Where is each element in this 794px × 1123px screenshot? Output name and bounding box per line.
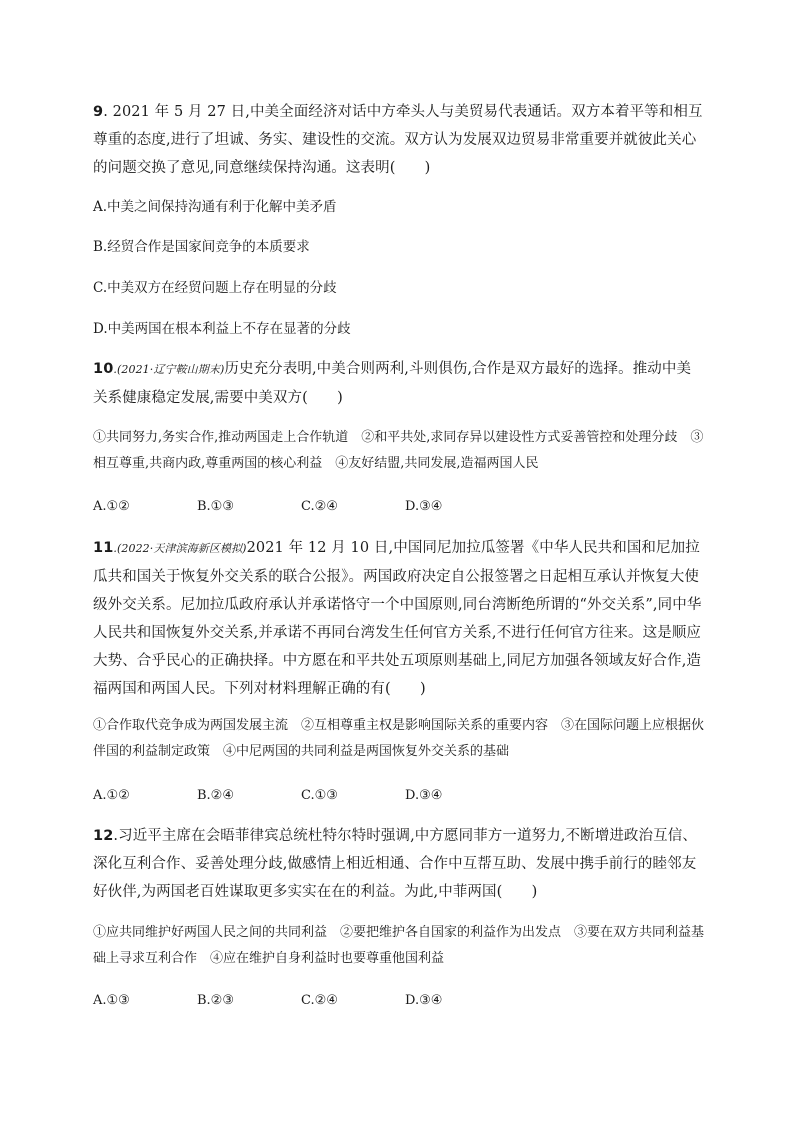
choice-a: A.①② <box>93 499 130 514</box>
choice-a: A.①③ <box>93 993 130 1008</box>
question-number: 11 <box>93 540 114 556</box>
option-b: B.经贸合作是国家间竞争的本质要求 <box>93 239 310 255</box>
question-stem <box>93 534 705 703</box>
question-number: 10 <box>93 361 114 377</box>
question-9 <box>93 98 705 182</box>
question-stem <box>93 822 705 906</box>
statements: ①合作取代竞争成为两国发展主流 ②互相尊重主权是影响国际关系的重要内容 ③在国际问题上应根据伙伴国的利益制定政策 ④中尼两国的共同利益是两国恢复外交关系的基础 <box>93 718 705 759</box>
answer-choices <box>93 786 705 806</box>
choice-d: D.③④ <box>405 788 443 803</box>
question-number: 12 <box>93 828 114 844</box>
question-text: 历史充分表明,中美合则两利,斗则俱伤,合作是双方最好的选择。推动中美关系健康稳定发展,需要中美双方( ) <box>93 361 692 406</box>
statements: ①共同努力,务实合作,推动两国走上合作轨道 ②和平共处,求同存异以建设性方式妥善管控和处理分歧 ③相互尊重,共商内政,尊重两国的核心利益 ④友好结盟,共同发展,造福两国人民 <box>93 430 704 471</box>
choice-b: B.①③ <box>197 499 234 514</box>
question-10 <box>93 355 705 412</box>
statements: ①应共同维护好两国人民之间的共同利益 ②要把维护各自国家的利益作为出发点 ③要在双方共同利益基础上寻求互利合作 ④应在维护自身利益时也要尊重他国利益 <box>93 925 705 966</box>
choice-c: C.②④ <box>301 499 338 514</box>
choice-d: D.③④ <box>405 499 443 514</box>
question-text: .习近平主席在会晤菲律宾总统杜特尔特时强调,中方愿同菲方一道努力,不断增进政治互信、深化互利合作、妥善处理分歧,做感情上相近相通、合作中互帮互助、发展中携手前行的睦邻友好伙伴,为两国老百姓谋取更多实实在在的利益。为此,中菲两国( ) <box>93 828 697 900</box>
question-number: 9 <box>93 104 104 120</box>
choice-d: D.③④ <box>405 993 443 1008</box>
question-text: 2021 年 12 月 10 日,中国同尼加拉瓜签署《中华人民共和国和尼加拉瓜共和国关于恢复外交关系的联合公报》。两国政府决定自公报签署之日起相互承认并恢复大使级外交关系。尼加拉瓜政府承认并承诺恪守一个中国原则,同台湾断绝所谓的“外交关系”,同中华人民共和国恢复外交关系,并承诺不再同台湾发生任何官方关系,不进行任何官方往来。这是顺应大势、合乎民心的正确抉择。中方愿在和平共处五项原则基础上,同尼方加强各领域友好合作,造福两国和两国人民。下列对材料理解正确的有( ) <box>93 540 702 697</box>
question-text: . 2021 年 5 月 27 日,中美全面经济对话中方牵头人与美贸易代表通话。双方本着平等和相互尊重的态度,进行了坦诚、务实、建设性的交流。双方认为发展双边贸易非常重要并就彼此关心的问题交换了意见,同意继续保持沟通。这表明( ) <box>93 104 703 176</box>
question-stem <box>93 98 705 182</box>
choice-b: B.②③ <box>197 993 234 1008</box>
option-a: A.中美之间保持沟通有利于化解中美矛盾 <box>93 199 337 215</box>
question-stem <box>93 355 705 412</box>
question-source: .(2022·天津滨海新区模拟) <box>113 542 247 555</box>
question-source: .(2021·辽宁鞍山期末) <box>113 363 225 376</box>
answer-choices <box>93 991 705 1011</box>
choice-b: B.②④ <box>197 788 234 803</box>
choice-c: C.①③ <box>301 788 338 803</box>
option-c: C.中美双方在经贸问题上存在明显的分歧 <box>93 280 337 296</box>
choice-a: A.①② <box>93 788 130 803</box>
choice-c: C.②④ <box>301 993 338 1008</box>
question-11 <box>93 534 705 703</box>
question-12 <box>93 822 705 906</box>
option-d: D.中美两国在根本利益上不存在显著的分歧 <box>93 321 351 337</box>
answer-choices <box>93 497 705 517</box>
